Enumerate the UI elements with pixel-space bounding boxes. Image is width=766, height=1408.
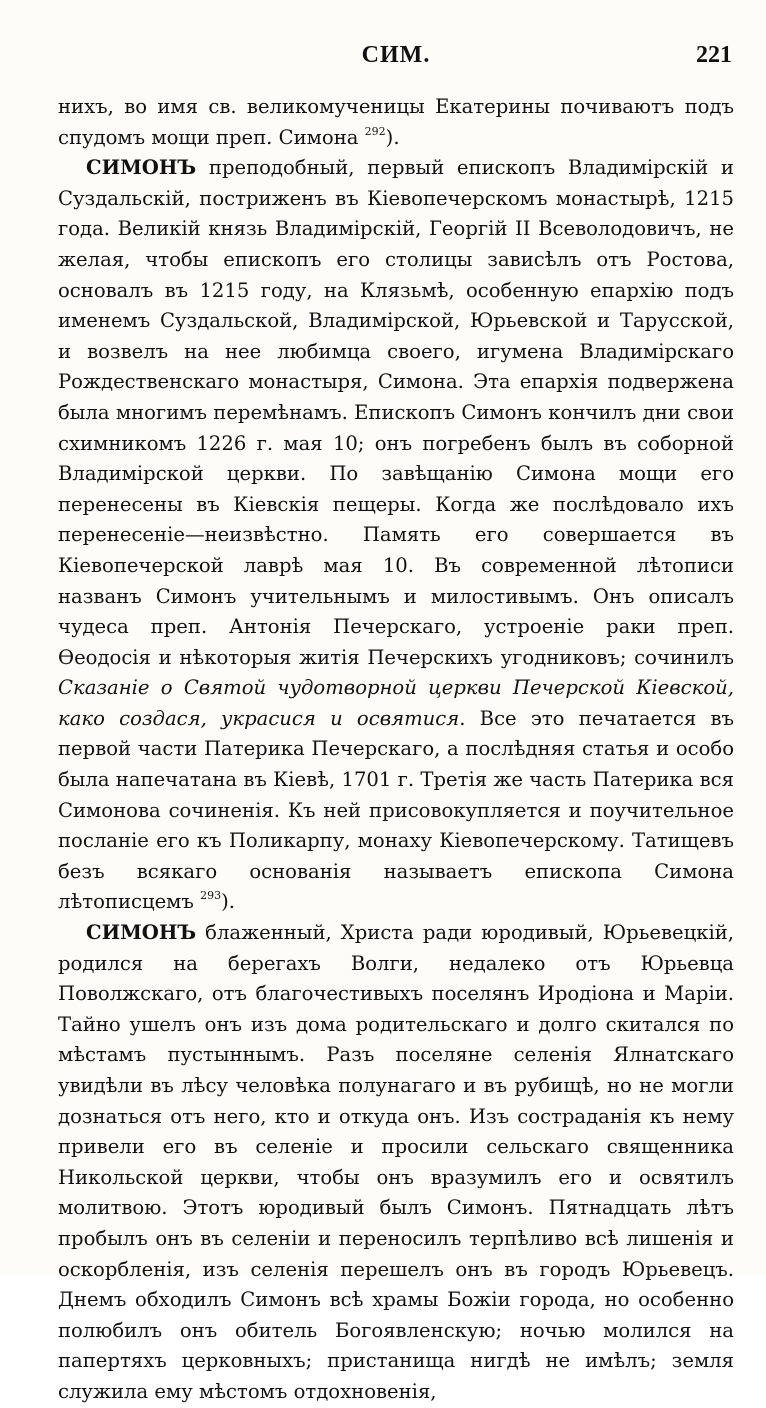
paragraph-text: . Все это печатается въ первой части Патерика Печерскаго, а послѣдняя статья и особо была напечатана въ Кіевѣ, 1701 г. Третія же часть Патерика вся Симонова сочиненія. Къ ней присовокупляется и поучительное посланіе его къ Поликарпу, монаху Кіевопечерскому. Татищевъ безъ всякаго основанія называетъ епископа Симона лѣтописцемъ [58,706,734,914]
footnote-reference: 292 [364,124,386,138]
work-title: Сказаніе о Святой чудотворной церкви Печерской Кіевской, како создася, украсися и освятися [58,676,734,730]
entry-simon-prepodobny [58,153,734,918]
paragraph-continuation [58,92,734,153]
page-body [58,92,734,1408]
entry-simon-blazhenny [58,918,734,1408]
footnote-reference: 293 [200,889,222,903]
running-head: СИМ. [361,42,431,68]
paragraph-text: блаженный, Христа ради юродивый, Юрьевецкій, родился на берегахъ Волги, недалеко отъ Юрьевца Поволжскаго, отъ благочестивыхъ поселянъ Иродіона и Маріи. Тайно ушелъ онъ изъ дома родительскаго и долго скитался по мѣстамъ пустыннымъ. Разъ поселяне селенія Ялнатскаго увидѣли въ лѣсу человѣка полунагаго и въ рубищѣ, но не могли дознаться отъ него, кто и откуда онъ. Изъ состраданія къ нему привели его въ селеніе и просили сельскаго священника Никольской церкви, чтобы онъ вразумилъ его и освятилъ молитвою. Этотъ юродивый былъ Симонъ. Пятнадцать лѣтъ пробылъ онъ въ селеніи и переносилъ терпѣливо всѣ лишенія и оскорбленія, изъ селенія перешелъ онъ въ городъ Юрьевецъ. Днемъ обходилъ Симонъ всѣ храмы Божіи города, но особенно полюбилъ онъ обитель Богоявленскую; ночью молился на папертяхъ церковныхъ; пристанища нигдѣ не имѣлъ; земля служила ему мѣстомъ отдохновенія, [58,921,734,1403]
paragraph-text: преподобный, первый епископъ Владимірскій и Суздальскій, постриженъ въ Кіевопечерскомъ монастырѣ, 1215 года. Великій князь Владимірскій, Георгій II Всеволодовичъ, не желая, чтобы епископъ его столицы зависѣлъ отъ Ростова, основалъ въ 1215 году, на Клязьмѣ, особенную епархію подъ именемъ Суздальской, Владимірской, Юрьевской и Тарусской, и возвелъ на нее любимца своего, игумена Владимірскаго Рождественскаго монастыря, Симона. Эта епархія подвержена была многимъ перемѣнамъ. Епископъ Симонъ кончилъ дни свои схимникомъ 1226 г. мая 10; онъ погребенъ былъ въ соборной Владимірской церкви. По завѣщанію Симона мощи его перенесены въ Кіевскія пещеры. Когда же послѣдовало ихъ перенесеніе—неизвѣстно. Память его совершается въ Кіевопечерской лаврѣ мая 10. Въ современной лѣтописи названъ Симонъ учительнымъ и милостивымъ. Онъ описалъ чудеса преп. Антонія Печерскаго, устроеніе раки преп. Ѳеодосія и нѣкоторыя житія Печерскихъ угодниковъ; сочинилъ [58,156,734,669]
entry-headword: СИМОНЪ [86,156,197,180]
paragraph-text: нихъ, во имя св. великомученицы Екатерины почиваютъ подъ спудомъ мощи преп. Симона [58,95,734,149]
paragraph-text: ). [221,890,235,914]
page-number: 221 [696,42,732,68]
paragraph-text: ). [385,125,400,149]
entry-headword: СИМОНЪ [86,921,197,945]
page-header [58,40,734,92]
